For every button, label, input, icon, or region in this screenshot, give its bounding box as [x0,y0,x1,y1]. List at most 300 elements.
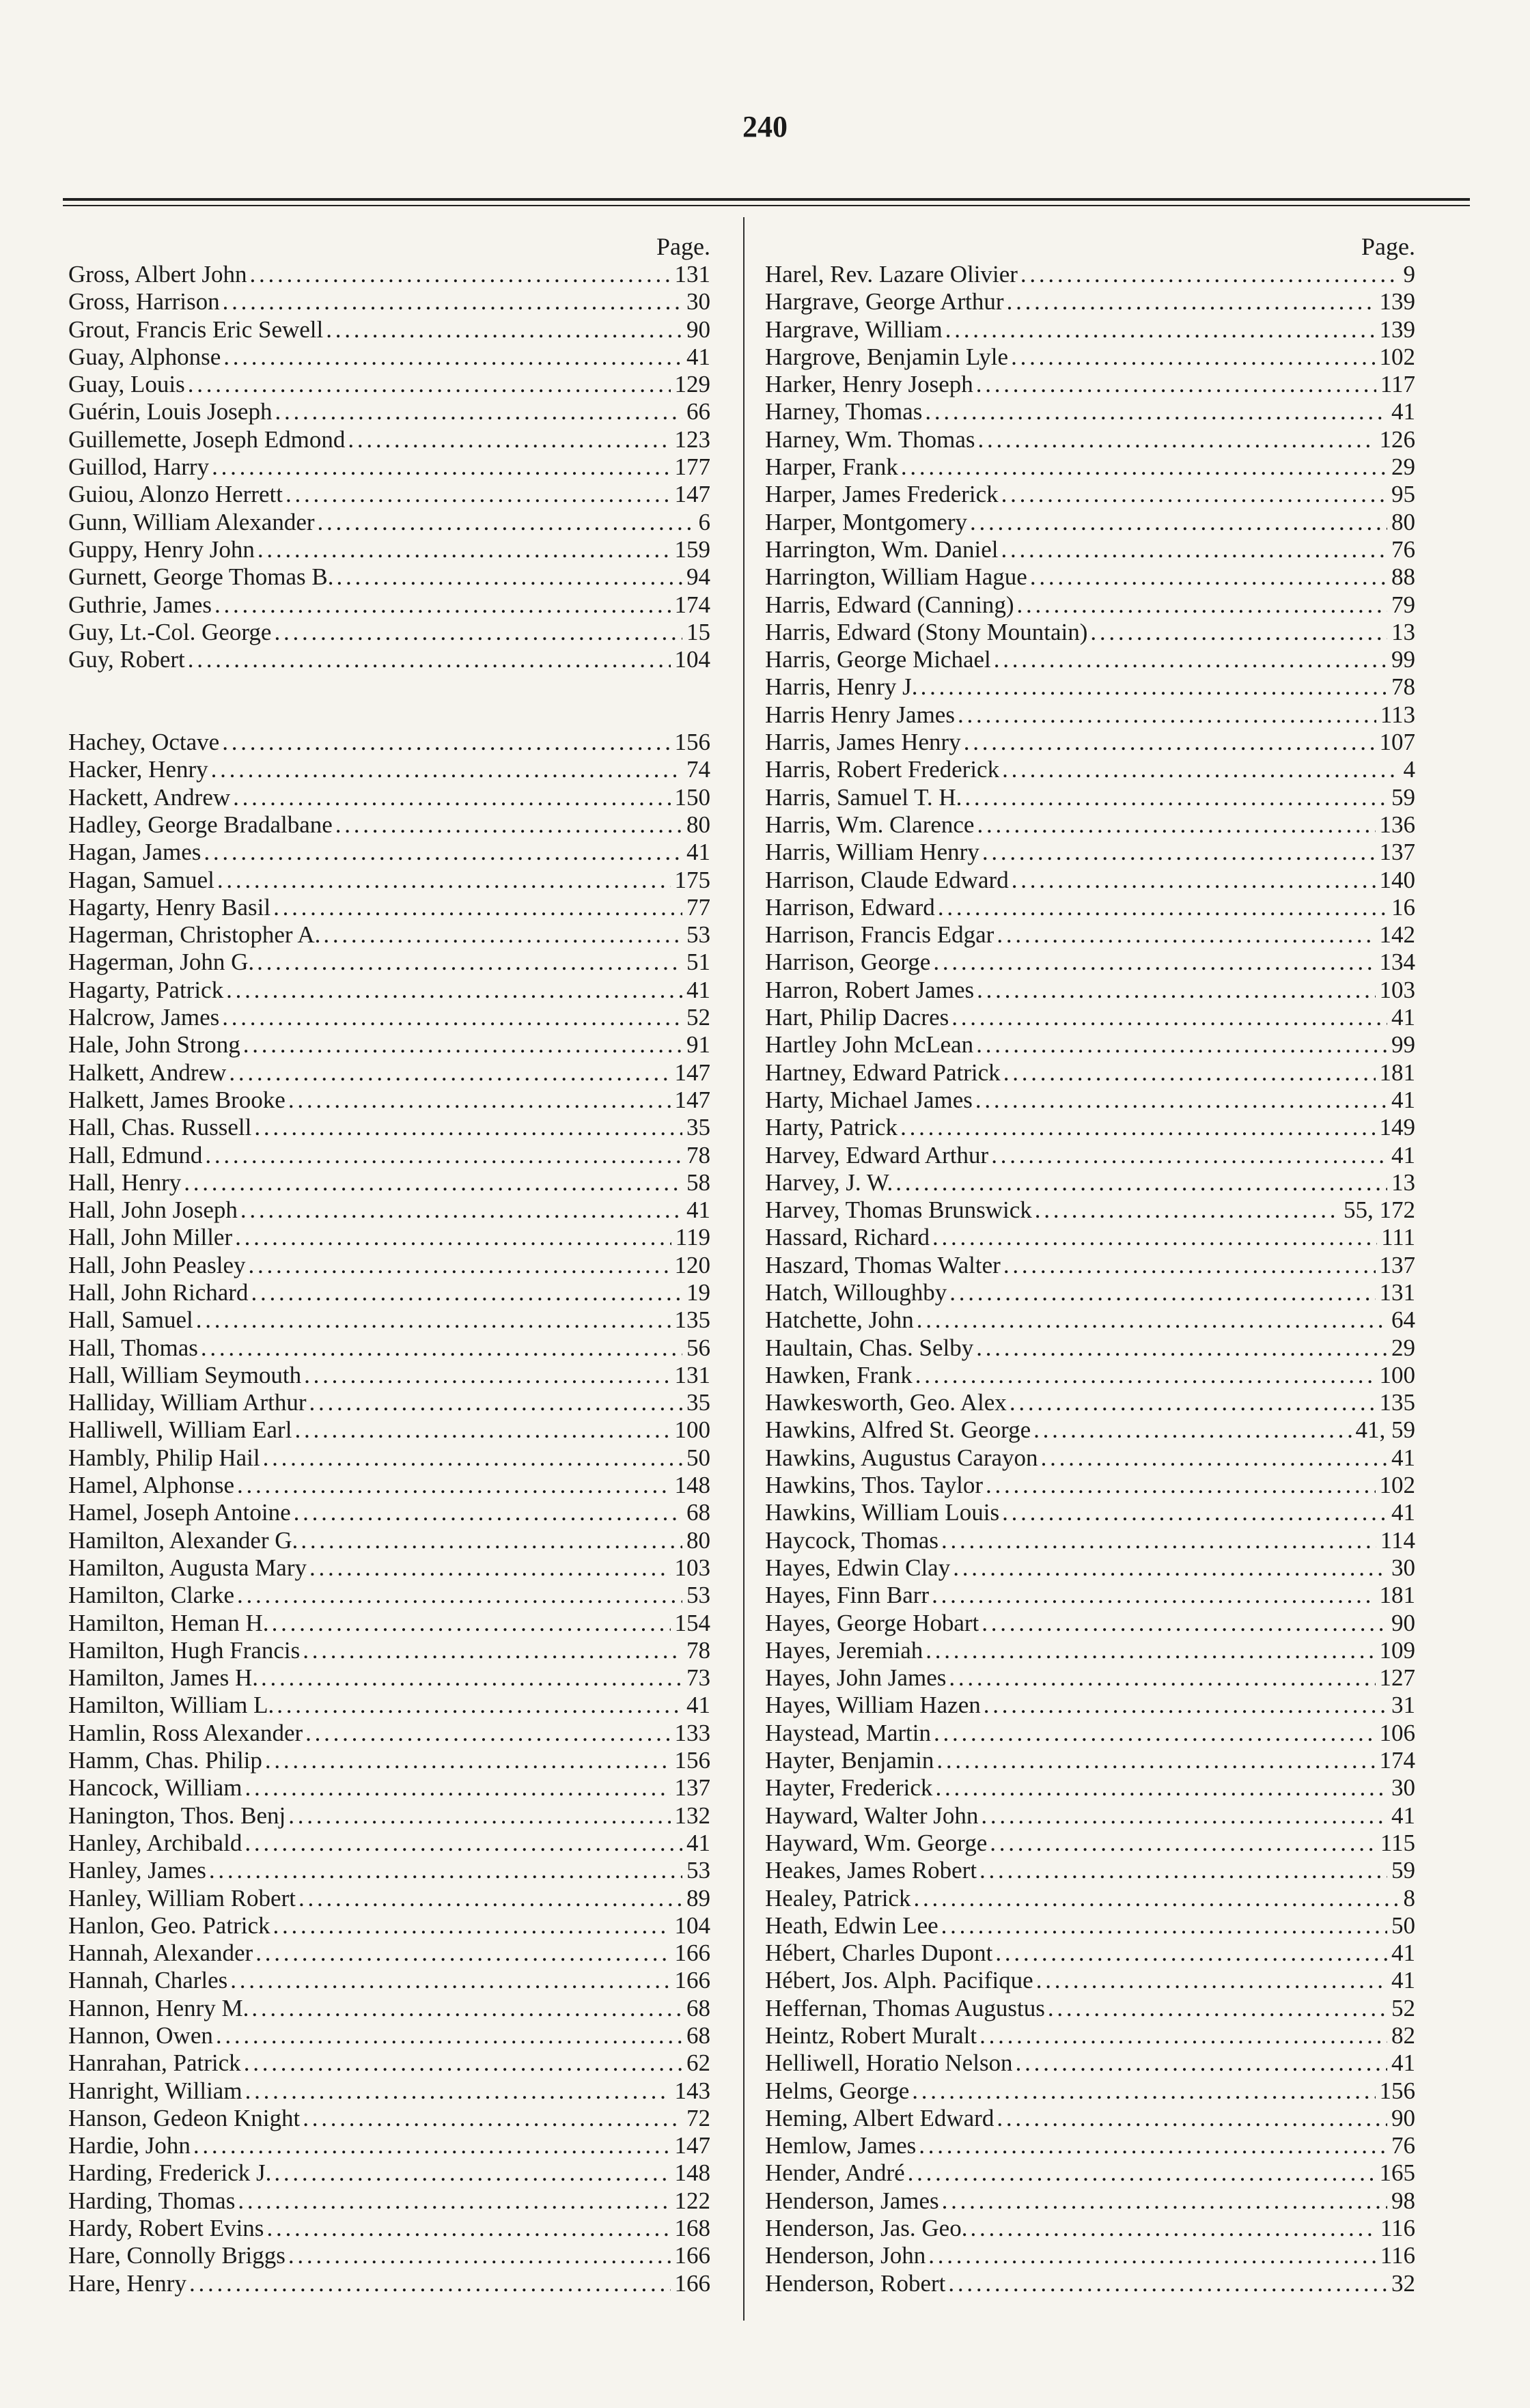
index-entry [765,977,1415,1004]
entry-name: Harrington, William Hague [765,563,1027,591]
entry-page: 147 [674,2132,710,2159]
entry-page: 166 [674,2269,710,2297]
dot-leader [253,1940,670,1967]
left-column-header: Page. [656,233,710,260]
dot-leader [1018,261,1400,288]
index-entry [68,1967,710,1994]
entry-name: Harvey, Thomas Brunswick [765,1196,1032,1224]
entry-page: 78 [686,1636,710,1664]
dot-leader [938,1527,1376,1554]
index-entry [68,1610,710,1637]
index-entry [765,2215,1415,2242]
dot-leader [1004,288,1376,316]
entry-page: 137 [1379,1251,1415,1278]
entry-name: Hanlon, Geo. Patrick [68,1912,270,1939]
dot-leader [191,2132,671,2159]
dot-leader [264,2215,670,2242]
entry-name: Hamilton, Augusta Mary [68,1554,307,1581]
entry-name: Harper, Montgomery [765,508,968,535]
index-entry [68,1416,710,1444]
index-entry [765,673,1415,701]
dot-leader [973,1334,1387,1362]
entry-page: 107 [1379,729,1415,756]
entry-page: 122 [674,2187,710,2214]
entry-name: Harris Henry James [765,701,955,728]
index-entry [765,2187,1415,2215]
dot-leader [234,1472,670,1499]
dot-leader [307,1389,682,1416]
entry-page: 90 [1391,1609,1415,1636]
dot-leader [219,1004,682,1031]
entry-page: 41 [1391,2049,1415,2077]
entry-name: Guy, Robert [68,646,185,673]
entry-name: Hamilton, Heman H. [68,1609,269,1636]
entry-name: Harvey, J. W. [765,1168,893,1196]
index-entry [765,1664,1415,1692]
index-entry [68,2049,710,2077]
dot-leader [238,1196,682,1224]
index-entry [68,2159,710,2187]
dot-leader [898,1114,1375,1141]
dot-leader [219,729,670,756]
dot-leader [930,949,1375,976]
index-entry [765,1334,1415,1362]
entry-name: Hall, John Peasley [68,1251,246,1278]
index-entry [765,756,1415,783]
entry-page: 149 [1379,1114,1415,1141]
entry-name: Hatch, Willoughby [765,1278,947,1306]
dot-leader [1087,619,1387,646]
entry-name: Halkett, James Brooke [68,1086,286,1113]
dot-leader [981,1692,1387,1719]
index-entry [68,977,710,1004]
entry-name: Hare, Henry [68,2269,186,2297]
index-entry [765,1610,1415,1637]
index-entry [765,1444,1415,1472]
index-entry [68,509,710,536]
entry-name: Grout, Francis Eric Sewell [68,316,324,343]
dot-leader [939,2187,1387,2215]
dot-leader [950,1554,1387,1582]
entry-page: 166 [674,1940,710,1967]
entry-page: 82 [1391,2022,1415,2049]
entry-page: 168 [674,2215,710,2242]
dot-leader [286,1087,671,1114]
dot-leader [292,1416,670,1444]
index-entry [765,1527,1415,1554]
right-column [765,232,1415,2297]
entry-page: 8 [1403,1884,1415,1912]
dot-leader [333,811,682,839]
entry-page: 148 [674,2159,710,2187]
entry-name: Hayes, William Hazen [765,1692,981,1719]
entry-name: Hargrave, George Arthur [765,288,1004,316]
entry-name: Hannah, Alexander [68,1940,253,1967]
dot-leader [286,1802,670,1830]
dot-leader [913,1362,1376,1389]
entry-page: 98 [1391,2187,1415,2214]
index-entry [68,1692,710,1719]
entry-page: 102 [1379,343,1415,370]
entry-name: Hannon, Owen [68,2022,213,2049]
index-entry [765,316,1415,344]
entry-page: 116 [1380,2215,1415,2242]
dot-leader [209,453,670,481]
entry-page: 136 [1379,811,1415,838]
dot-leader [947,1279,1375,1306]
entry-name: Henderson, James [765,2187,939,2214]
dot-leader [315,509,695,536]
dot-leader [918,673,1387,701]
entry-name: Hardie, John [68,2132,191,2159]
dot-leader [300,2105,682,2132]
entry-page: 147 [674,481,710,508]
entry-name: Harrison, Francis Edgar [765,921,994,949]
dot-leader [307,1554,671,1582]
dot-leader [323,316,682,344]
index-entry [68,646,710,673]
dot-leader [991,646,1387,673]
entry-name: Guillod, Harry [68,453,210,481]
dot-leader [223,977,682,1004]
entry-page: 177 [674,453,710,481]
index-entry [765,1995,1415,2022]
index-entry [68,1857,710,1884]
dot-leader [1033,1967,1387,1994]
index-entry [68,261,710,288]
dot-leader [961,729,1376,756]
dot-leader [929,1582,1375,1609]
index-entry [765,2132,1415,2159]
entry-page: 132 [674,1802,710,1829]
dot-leader [973,1087,1387,1114]
entry-name: Hagerman, Christopher A. [68,921,321,949]
entry-name: Halkett, Andrew [68,1059,227,1086]
entry-page: 174 [674,591,710,618]
dot-leader [909,2077,1375,2105]
index-entry [68,1362,710,1389]
index-entry [68,1279,710,1306]
dot-leader [334,563,682,591]
entry-page: 58 [686,1168,710,1196]
entry-page: 30 [1391,1774,1415,1802]
dot-leader [977,2022,1387,2049]
dot-leader [967,509,1387,536]
entry-page: 139 [1379,316,1415,343]
index-entry [68,1499,710,1526]
entry-name: Hawkins, Alfred St. George [765,1416,1031,1444]
index-entry [765,839,1415,866]
dot-leader [973,371,1376,398]
index-entry [765,1720,1415,1747]
entry-page: 117 [1380,371,1415,398]
entry-name: Harris, Wm. Clarence [765,811,975,838]
entry-name: Helliwell, Horatio Nelson [765,2049,1013,2077]
index-entry [68,1527,710,1554]
index-entry [765,1389,1415,1416]
entry-name: Hall, Edmund [68,1141,203,1168]
dot-leader [974,811,1375,839]
index-entry [765,1142,1415,1169]
entry-name: Hayes, John James [765,1664,947,1692]
entry-page: 53 [686,1582,710,1609]
index-entry [68,1224,710,1251]
index-entry [765,1967,1415,1994]
entry-name: Hanington, Thos. Benj [68,1802,286,1829]
entry-page: 73 [686,1664,710,1692]
index-entry [68,1059,710,1087]
index-entry [765,1940,1415,1967]
entry-page: 80 [1391,508,1415,535]
index-entry [765,261,1415,288]
entry-name: Hawkins, Thos. Taylor [765,1472,984,1499]
dot-leader [938,1912,1387,1940]
dot-leader [271,619,682,646]
dot-leader [988,1142,1387,1169]
entry-name: Hamel, Joseph Antoine [68,1499,291,1526]
entry-page: 35 [686,1389,710,1416]
dot-leader [926,2242,1376,2269]
entry-name: Harron, Robert James [765,976,975,1003]
entry-page: 91 [686,1031,710,1059]
index-entry [765,646,1415,673]
group-separator [68,673,710,729]
entry-name: Hall, John Richard [68,1278,249,1306]
entry-page: 51 [686,949,710,976]
dot-leader [946,1664,1375,1692]
entry-page: 13 [1391,1168,1415,1196]
index-entry [68,839,710,866]
index-entry [68,1940,710,1967]
entry-name: Harris, Robert Frederick [765,756,1000,783]
dot-leader [932,1774,1387,1802]
index-entry [68,2270,710,2297]
index-entry [765,1114,1415,1141]
entry-page: 64 [1391,1306,1415,1334]
index-entry [765,1306,1415,1334]
dot-leader [269,1610,671,1637]
index-entry [765,701,1415,729]
entry-name: Hanrahan, Patrick [68,2049,241,2077]
entry-page: 120 [674,1251,710,1278]
index-entry [765,509,1415,536]
index-entry [765,811,1415,839]
dot-leader [1027,563,1387,591]
dot-leader [208,756,682,783]
entry-name: Haszard, Thomas Walter [765,1251,1001,1278]
entry-page: 181 [1379,1582,1415,1609]
entry-name: Hambly, Philip Hail [68,1444,260,1471]
index-entry [765,894,1415,921]
entry-name: Hawkins, William Louis [765,1499,1000,1526]
entry-name: Hamilton, Hugh Francis [68,1636,301,1664]
dot-leader [300,1637,682,1664]
entry-name: Hart, Philip Dacres [765,1004,949,1031]
entry-name: Hagan, James [68,839,201,866]
dot-leader [979,1610,1387,1637]
index-entry [765,1692,1415,1719]
entry-name: Haystead, Martin [765,1719,931,1746]
index-entry [68,921,710,949]
entry-name: Henderson, Robert [765,2269,946,2297]
entry-name: Hayes, Edwin Clay [765,1554,951,1581]
entry-name: Hayward, Wm. George [765,1829,988,1856]
dot-leader [242,1830,682,1857]
entry-name: Hardy, Robert Evins [68,2215,264,2242]
entry-name: Henderson, Jas. Geo. [765,2215,968,2242]
entry-name: Haycock, Thomas [765,1526,939,1554]
entry-page: 59 [1391,1857,1415,1884]
entry-name: Harris, Edward (Canning) [765,591,1014,618]
header-rule-thick [63,198,1470,201]
dot-leader [248,1279,682,1306]
entry-page: 131 [1379,1278,1415,1306]
entry-page: 72 [686,2104,710,2131]
entry-page: 9 [1403,261,1415,288]
dot-leader [230,784,670,811]
index-entry [68,288,710,316]
index-entry [765,481,1415,508]
entry-page: 74 [686,756,710,783]
dot-leader [232,1224,671,1251]
dot-leader [1001,1252,1376,1279]
index-entry [68,2215,710,2242]
dot-leader [979,839,1376,866]
entry-page: 35 [686,1114,710,1141]
entry-name: Harris, George Michael [765,646,991,673]
index-entry [765,921,1415,949]
dot-leader [955,701,1376,729]
entry-page: 94 [686,563,710,591]
entry-page: 62 [686,2049,710,2077]
entry-page: 156 [1379,2077,1415,2104]
dot-leader [977,1857,1387,1884]
entry-page: 104 [674,646,710,673]
index-entry [68,2077,710,2105]
index-entry [68,949,710,976]
dot-leader [973,1031,1387,1059]
dot-leader [240,1031,682,1059]
dot-leader [212,591,671,619]
entry-name: Heffernan, Thomas Augustus [765,1994,1045,2021]
dot-leader [206,1857,682,1884]
entry-page: 156 [674,1747,710,1774]
entry-page: 41 [686,1196,710,1224]
entry-name: Hamlin, Ross Alexander [68,1719,303,1746]
index-entry [68,1664,710,1692]
entry-page: 116 [1380,2242,1415,2269]
index-entry [765,563,1415,591]
entry-name: Hall, John Miller [68,1224,233,1251]
index-entry [68,1087,710,1114]
dot-leader [1007,1389,1376,1416]
entry-name: Hanson, Gedeon Knight [68,2104,301,2131]
entry-name: Healey, Patrick [765,1884,911,1912]
entry-name: Harel, Rev. Lazare Olivier [765,261,1018,288]
dot-leader [994,2105,1387,2132]
index-entry [68,894,710,921]
index-entry [765,1279,1415,1306]
index-entry [68,1637,710,1664]
dot-leader [249,1995,682,2022]
entry-name: Heming, Albert Edward [765,2104,994,2131]
index-entry [765,2049,1415,2077]
index-entry [765,1224,1415,1251]
entry-page: 68 [686,2022,710,2049]
index-entry [68,1306,710,1334]
index-entry [765,1196,1415,1224]
entry-name: Hancock, William [68,1774,242,1802]
index-entry [765,2105,1415,2132]
entry-name: Haultain, Chas. Selby [765,1334,974,1361]
index-entry [765,1830,1415,1857]
dot-leader [962,784,1387,811]
dot-leader [999,536,1388,563]
entry-name: Harris, Samuel T. H. [765,783,962,811]
index-entry [68,1114,710,1141]
entry-page: 41 [686,976,710,1003]
entry-name: Hadley, George Bradalbane [68,811,333,838]
entry-name: Harding, Frederick J. [68,2159,272,2187]
entry-page: 123 [674,425,710,453]
dot-leader [943,316,1376,344]
index-entry [765,2159,1415,2187]
entry-page: 159 [674,535,710,563]
entry-page: 103 [1379,976,1415,1003]
entry-name: Hannon, Henry M. [68,1994,249,2021]
dot-leader [255,536,671,563]
index-entry [68,1830,710,1857]
index-entry [68,1031,710,1059]
dot-leader [934,1747,1375,1774]
entry-name: Hagarty, Henry Basil [68,893,271,921]
entry-page: 41 [1391,1444,1415,1471]
dot-leader [213,2022,682,2049]
index-entry [68,1472,710,1499]
entry-name: Harrison, George [765,949,931,976]
dot-leader [193,1306,671,1334]
index-entry [765,426,1415,453]
entry-name: Guay, Louis [68,371,185,398]
index-entry [765,1637,1415,1664]
index-entry [68,1169,710,1196]
dot-leader [935,894,1387,921]
entry-name: Harris, Edward (Stony Mountain) [765,618,1088,645]
dot-leader [303,1720,670,1747]
index-entry [765,1252,1415,1279]
entry-name: Harris, Henry J. [765,673,918,701]
entry-page: 99 [1391,646,1415,673]
entry-name: Hamel, Alphonse [68,1472,235,1499]
entry-page: 29 [1391,453,1415,481]
dot-leader [186,2270,671,2297]
entry-page: 31 [1391,1692,1415,1719]
entry-name: Hamilton, Alexander G. [68,1526,298,1554]
index-entry [68,1582,710,1609]
entry-page: 109 [1379,1636,1415,1664]
entry-name: Halliday, William Arthur [68,1389,307,1416]
index-entry [765,1059,1415,1087]
entry-page: 4 [1403,756,1415,783]
entry-page: 16 [1391,893,1415,921]
index-entry [68,1995,710,2022]
index-entry [68,426,710,453]
index-entry [68,563,710,591]
dot-leader [1001,1059,1376,1087]
entry-page: 166 [674,2242,710,2269]
index-entry [68,1774,710,1802]
entry-name: Guy, Lt.-Col. George [68,618,272,645]
